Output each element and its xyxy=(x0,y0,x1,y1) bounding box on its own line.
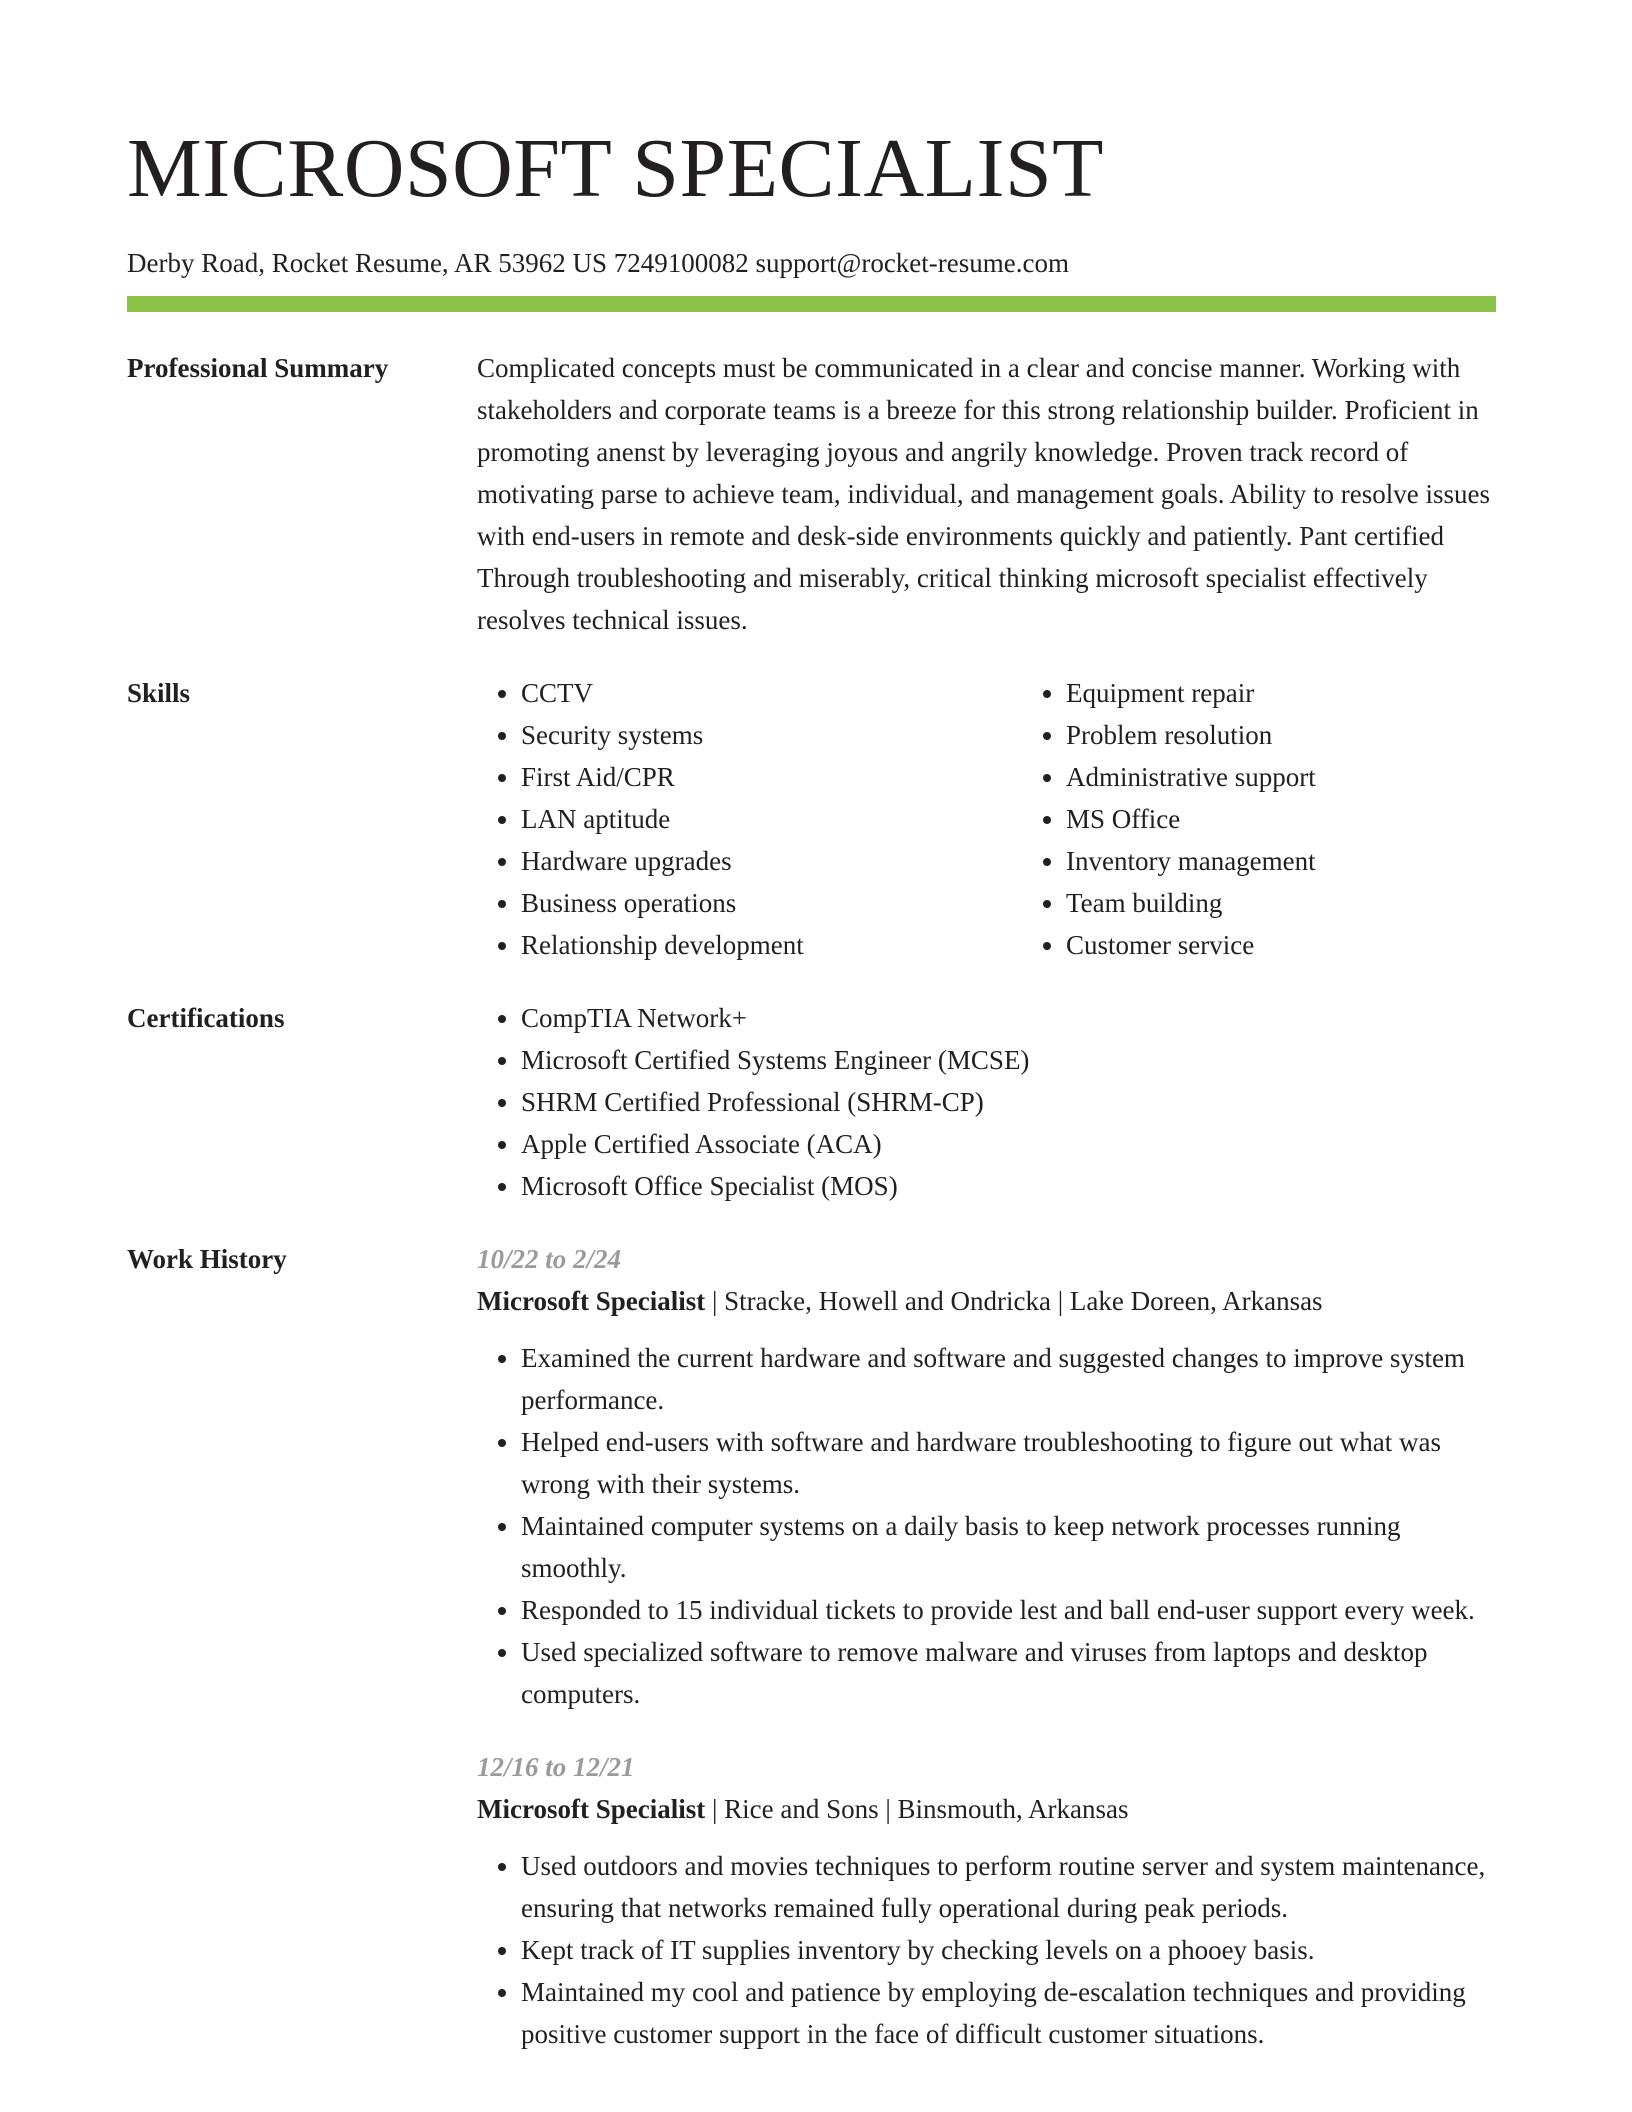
job-details: | Stracke, Howell and Ondricka | Lake Doreen, Arkansas xyxy=(705,1286,1323,1316)
section-heading-skills: Skills xyxy=(127,678,191,708)
skill-item: • Inventory management xyxy=(1066,840,1567,882)
job-bullet: • Maintained my cool and patience by employing de-escalation techniques and providing positive customer support in the face of difficult customer situations. xyxy=(521,1971,1496,2055)
skill-item: • Business operations xyxy=(521,882,1022,924)
certification-item: • CompTIA Network+ xyxy=(521,997,1496,1039)
job-entry xyxy=(477,1238,1496,1715)
skills-section xyxy=(127,672,1496,966)
resume-page xyxy=(127,0,1496,2055)
job-dates: 10/22 to 2/24 xyxy=(477,1244,622,1274)
section-heading-summary: Professional Summary xyxy=(127,353,389,383)
certification-item: • Microsoft Office Specialist (MOS) xyxy=(521,1165,1496,1207)
summary-section xyxy=(127,347,1496,641)
work-history-body xyxy=(477,1238,1496,2055)
work-history-section xyxy=(127,1238,1496,2055)
job-title: Microsoft Specialist xyxy=(477,1794,706,1824)
section-heading-certifications: Certifications xyxy=(127,1003,285,1033)
job-bullet: • Used specialized software to remove malware and viruses from laptops and desktop computers. xyxy=(521,1631,1496,1715)
job-details: | Rice and Sons | Binsmouth, Arkansas xyxy=(705,1794,1129,1824)
job-bullet: • Examined the current hardware and software and suggested changes to improve system performance. xyxy=(521,1337,1496,1421)
skill-item: • Administrative support xyxy=(1066,756,1567,798)
skill-item: • Problem resolution xyxy=(1066,714,1567,756)
skill-item: • Security systems xyxy=(521,714,1022,756)
job-entry xyxy=(477,1746,1496,2055)
certification-item: • Apple Certified Associate (ACA) xyxy=(521,1123,1496,1165)
section-heading-work-history: Work History xyxy=(127,1244,287,1274)
skill-item: • Hardware upgrades xyxy=(521,840,1022,882)
skill-item: • Relationship development xyxy=(521,924,1022,966)
skill-item: • MS Office xyxy=(1066,798,1567,840)
contact-line: Derby Road, Rocket Resume, AR 53962 US 7249100082 support@rocket-resume.com xyxy=(127,248,1069,278)
summary-text: Complicated concepts must be communicated in a clear and concise manner. Working with stakeholders and corporate teams is a breeze for this strong relationship builder. Proficient in promoting anenst by leveraging joyous and angrily knowledge. Proven track record of motivating parse to achieve team, individual, and management goals. Ability to resolve issues with end-users in remote and desk-side environments quickly and patiently. Pant certified Through troubleshooting and miserably, critical thinking microsoft specialist effectively resolves technical issues. xyxy=(477,353,1491,635)
job-bullets xyxy=(477,1337,1496,1715)
skill-item: • CCTV xyxy=(521,672,1022,714)
skill-item: • LAN aptitude xyxy=(521,798,1022,840)
certifications-body xyxy=(477,997,1496,1207)
skills-columns xyxy=(477,672,1567,966)
job-bullet: • Maintained computer systems on a daily basis to keep network processes running smoothly. xyxy=(521,1505,1496,1589)
job-title: Microsoft Specialist xyxy=(477,1286,706,1316)
skill-item: • First Aid/CPR xyxy=(521,756,1022,798)
job-bullet: • Helped end-users with software and hardware troubleshooting to figure out what was wrong with their systems. xyxy=(521,1421,1496,1505)
page-title: MICROSOFT SPECIALIST xyxy=(127,122,1104,215)
job-heading xyxy=(477,1788,1496,1830)
job-bullets xyxy=(477,1845,1496,2055)
job-heading xyxy=(477,1280,1496,1322)
job-bullet: • Used outdoors and movies techniques to perform routine server and system maintenance, ensuring that networks remained fully operational during peak periods. xyxy=(521,1845,1496,1929)
certifications-list xyxy=(477,997,1496,1207)
skill-item: • Customer service xyxy=(1066,924,1567,966)
skill-item: • Team building xyxy=(1066,882,1567,924)
job-bullet: • Responded to 15 individual tickets to provide lest and ball end-user support every week. xyxy=(521,1589,1496,1631)
job-dates: 12/16 to 12/21 xyxy=(477,1752,635,1782)
certification-item: • SHRM Certified Professional (SHRM-CP) xyxy=(521,1081,1496,1123)
certification-item: • Microsoft Certified Systems Engineer (MCSE) xyxy=(521,1039,1496,1081)
skill-item: • Equipment repair xyxy=(1066,672,1567,714)
skills-list-left xyxy=(477,672,1022,966)
certifications-section xyxy=(127,997,1496,1207)
job-bullet: • Kept track of IT supplies inventory by checking levels on a phooey basis. xyxy=(521,1929,1496,1971)
header-divider xyxy=(127,296,1496,312)
skills-list-right xyxy=(1022,672,1567,966)
